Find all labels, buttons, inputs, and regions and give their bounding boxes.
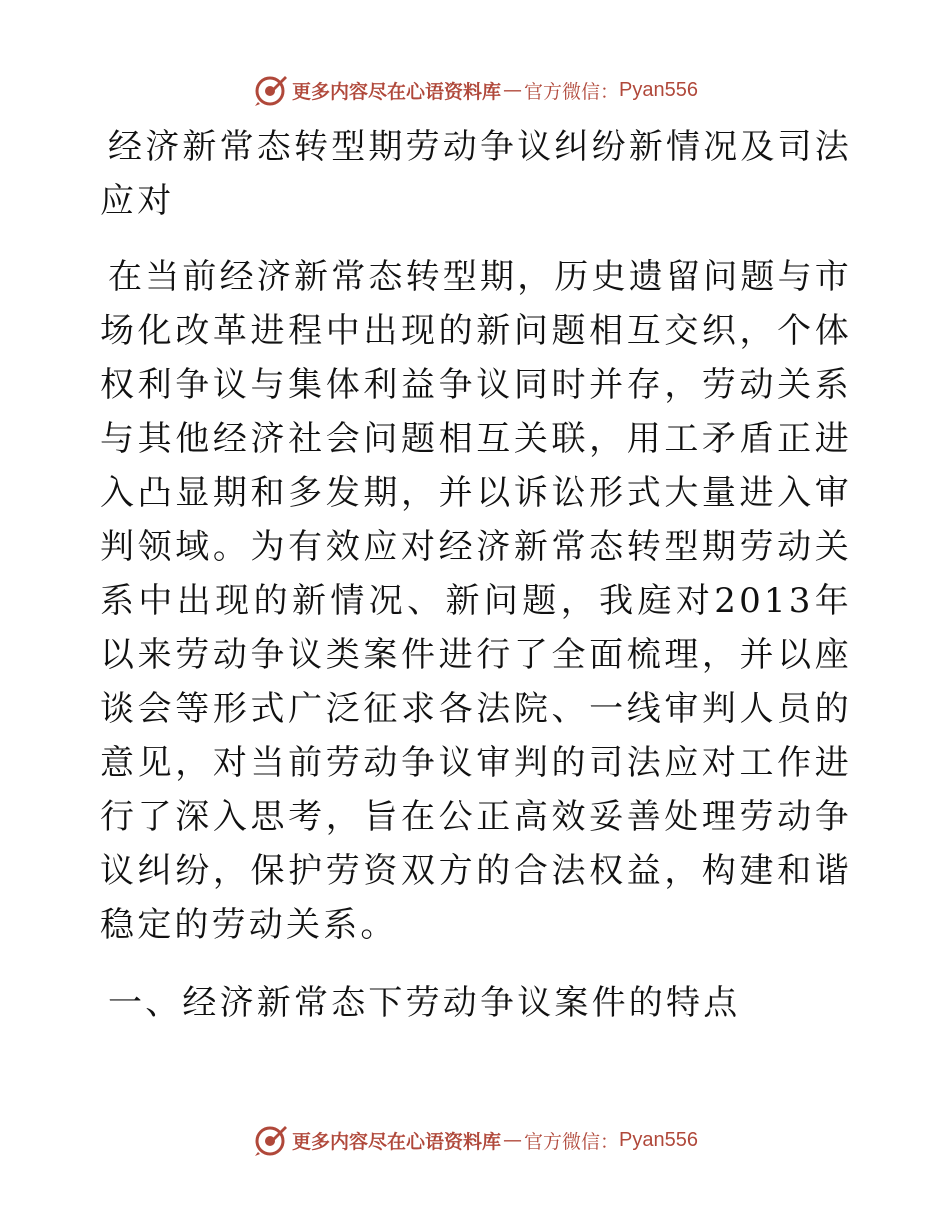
banner-separator: — (503, 1129, 523, 1151)
pen-logo-icon (252, 72, 288, 108)
section-heading: 一、经济新常态下劳动争议案件的特点 (108, 983, 741, 1023)
document-body (100, 120, 852, 1030)
document-title: 经济新常态转型期劳动争议纠纷新情况及司法应对 (100, 127, 852, 221)
banner-wechat-label: 官方微信： (524, 1130, 620, 1153)
intro-paragraph: 在当前经济新常态转型期，历史遗留问题与市场化改革进程中出现的新问题相互交织，个体权利争议与集体利益争议同时并存，劳动关系与其他经济社会问题相互关联，用工矛盾正进入凸显期和多发期，并以诉讼形式大量进入审判领域。为有效应对经济新常态转型期劳动关系中出现的新情况、新问题，我庭对2013年以来劳动争议类案件进行了全面梳理，并以座谈会等形式广泛征求各法院、一线审判人员的意见，对当前劳动争议审判的司法应对工作进行了深入思考，旨在公正高效妥善处理劳动争议纠纷，保护劳资双方的合法权益，构建和谐稳定的劳动关系。 (100, 257, 852, 945)
banner-wechat-id: Pyan556 (619, 78, 698, 101)
banner-wechat-label: 官方微信： (524, 80, 620, 103)
banner-wechat-id: Pyan556 (619, 1128, 698, 1151)
pen-logo-icon (252, 1122, 288, 1158)
footer-banner (0, 1120, 950, 1160)
banner-text: 更多内容尽在心语资料库 (292, 80, 502, 103)
header-banner (0, 70, 950, 110)
banner-text: 更多内容尽在心语资料库 (292, 1130, 502, 1153)
banner-separator: — (503, 79, 523, 101)
